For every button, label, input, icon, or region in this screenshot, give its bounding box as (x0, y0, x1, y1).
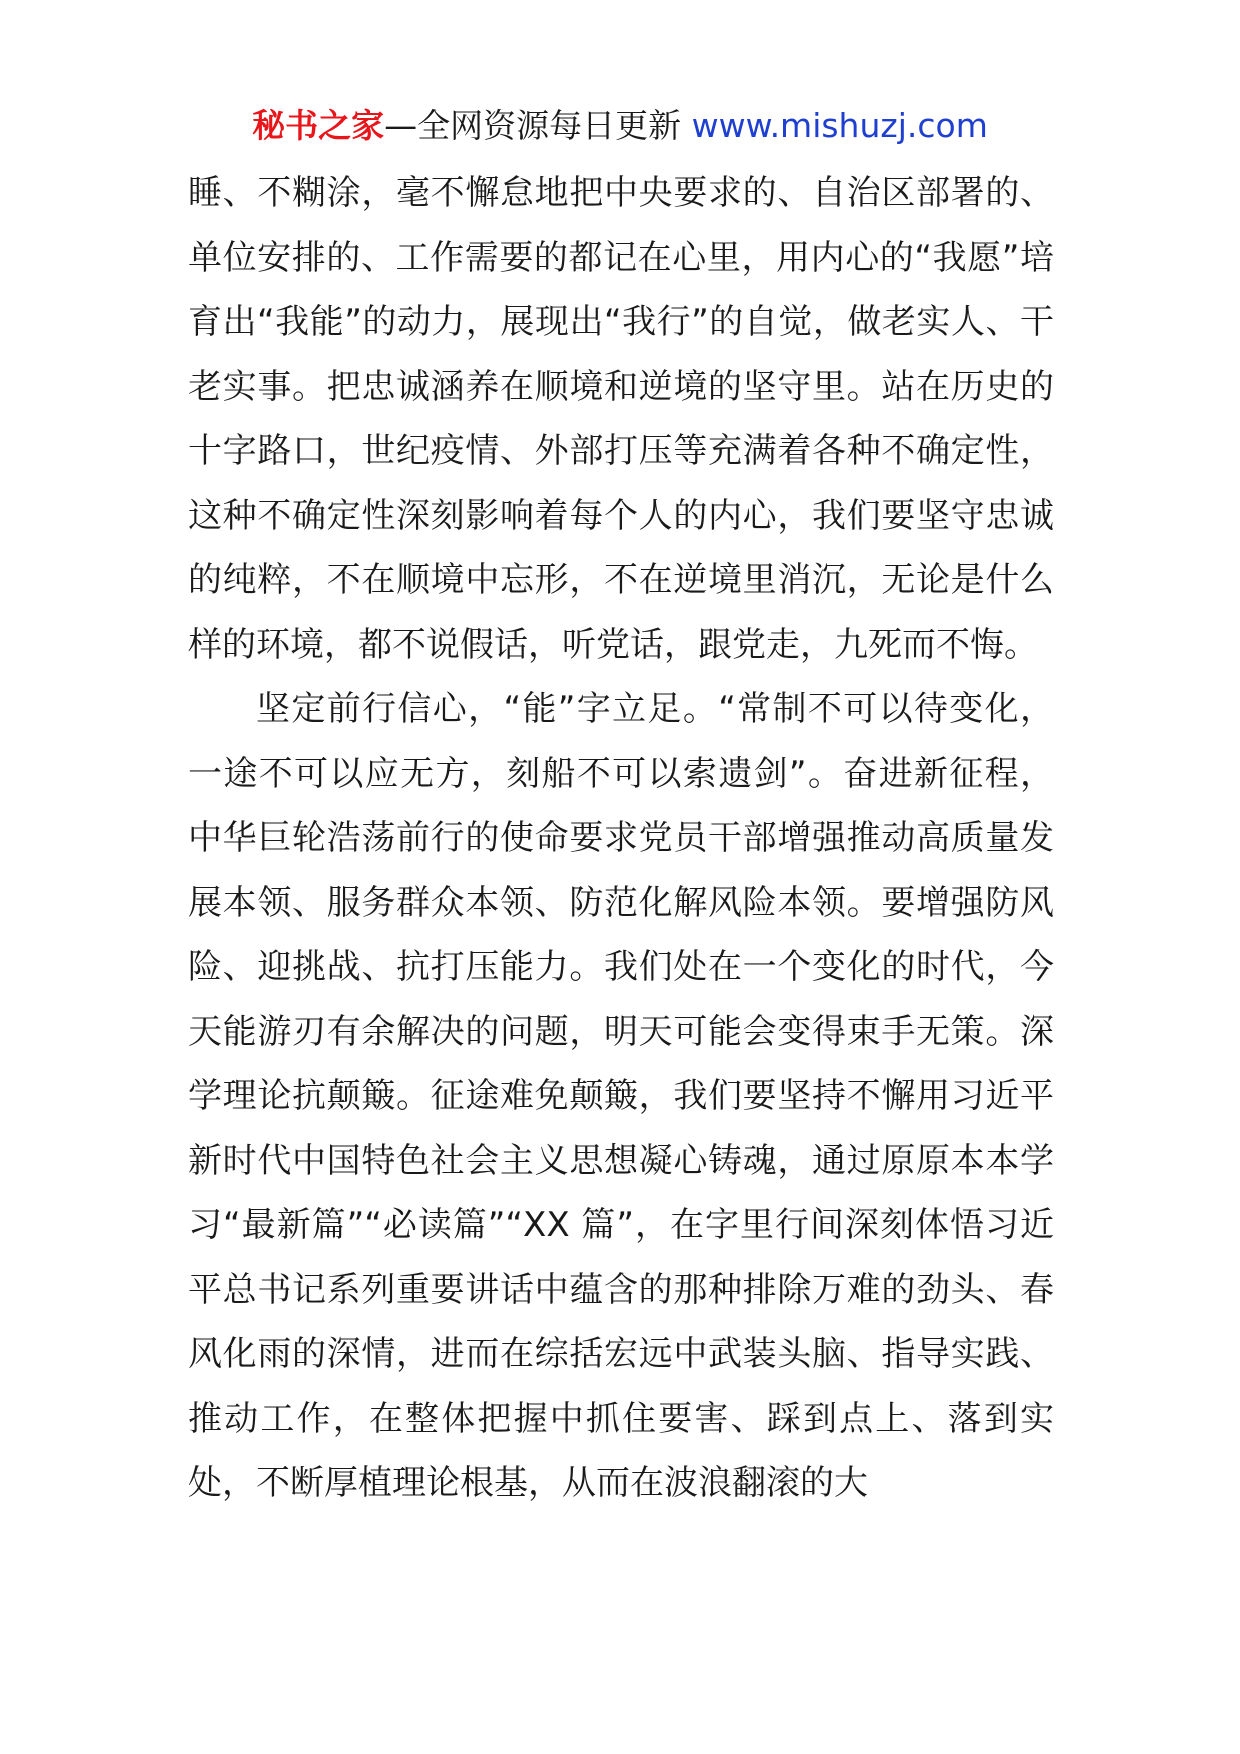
document-body (188, 161, 1054, 1516)
brand-name: 秘书之家 (252, 106, 385, 145)
paragraph-continuation: 睡、不糊涂，毫不懈怠地把中央要求的、自治区部署的、单位安排的、工作需要的都记在心里，用内心的“我愿”培育出“我能”的动力，展现出“我行”的自觉，做老实人、干老实事。把忠诚涵养在顺境和逆境的坚守里。站在历史的十字路口，世纪疫情、外部打压等充满着各种不确定性，这种不确定性深刻影响着每个人的内心，我们要坚守忠诚的纯粹，不在顺境中忘形，不在逆境里消沉，无论是什么样的环境，都不说假话，听党话，跟党走，九死而不悔。 (188, 173, 1054, 665)
paragraph: 坚定前行信心，“能”字立足。“常制不可以待变化，一途不可以应无方，刻船不可以索遗剑”。奋进新征程，中华巨轮浩荡前行的使命要求党员干部增强推动高质量发展本领、服务群众本领、防范化解风险本领。要增强防风险、迎挑战、抗打压能力。我们处在一个变化的时代，今天能游刃有余解决的问题，明天可能会变得束手无策。深学理论抗颠簸。征途难免颠簸，我们要坚持不懈用习近平新时代中国特色社会主义思想凝心铸魂，通过原原本本学习“最新篇”“必读篇”“XX 篇”，在字里行间深刻体悟习近平总书记系列重要讲话中蕴含的那种排除万难的劲头、春风化雨的深情，进而在综括宏远中武装头脑、指导实践、推动工作，在整体把握中抓住要害、踩到点上、落到实处，不断厚植理论根基，从而在波浪翻滚的大 (188, 689, 1054, 1503)
page-header (0, 104, 1240, 148)
header-slogan: —全网资源每日更新 (384, 106, 682, 145)
site-url-link[interactable]: www.mishuzj.com (691, 106, 988, 145)
